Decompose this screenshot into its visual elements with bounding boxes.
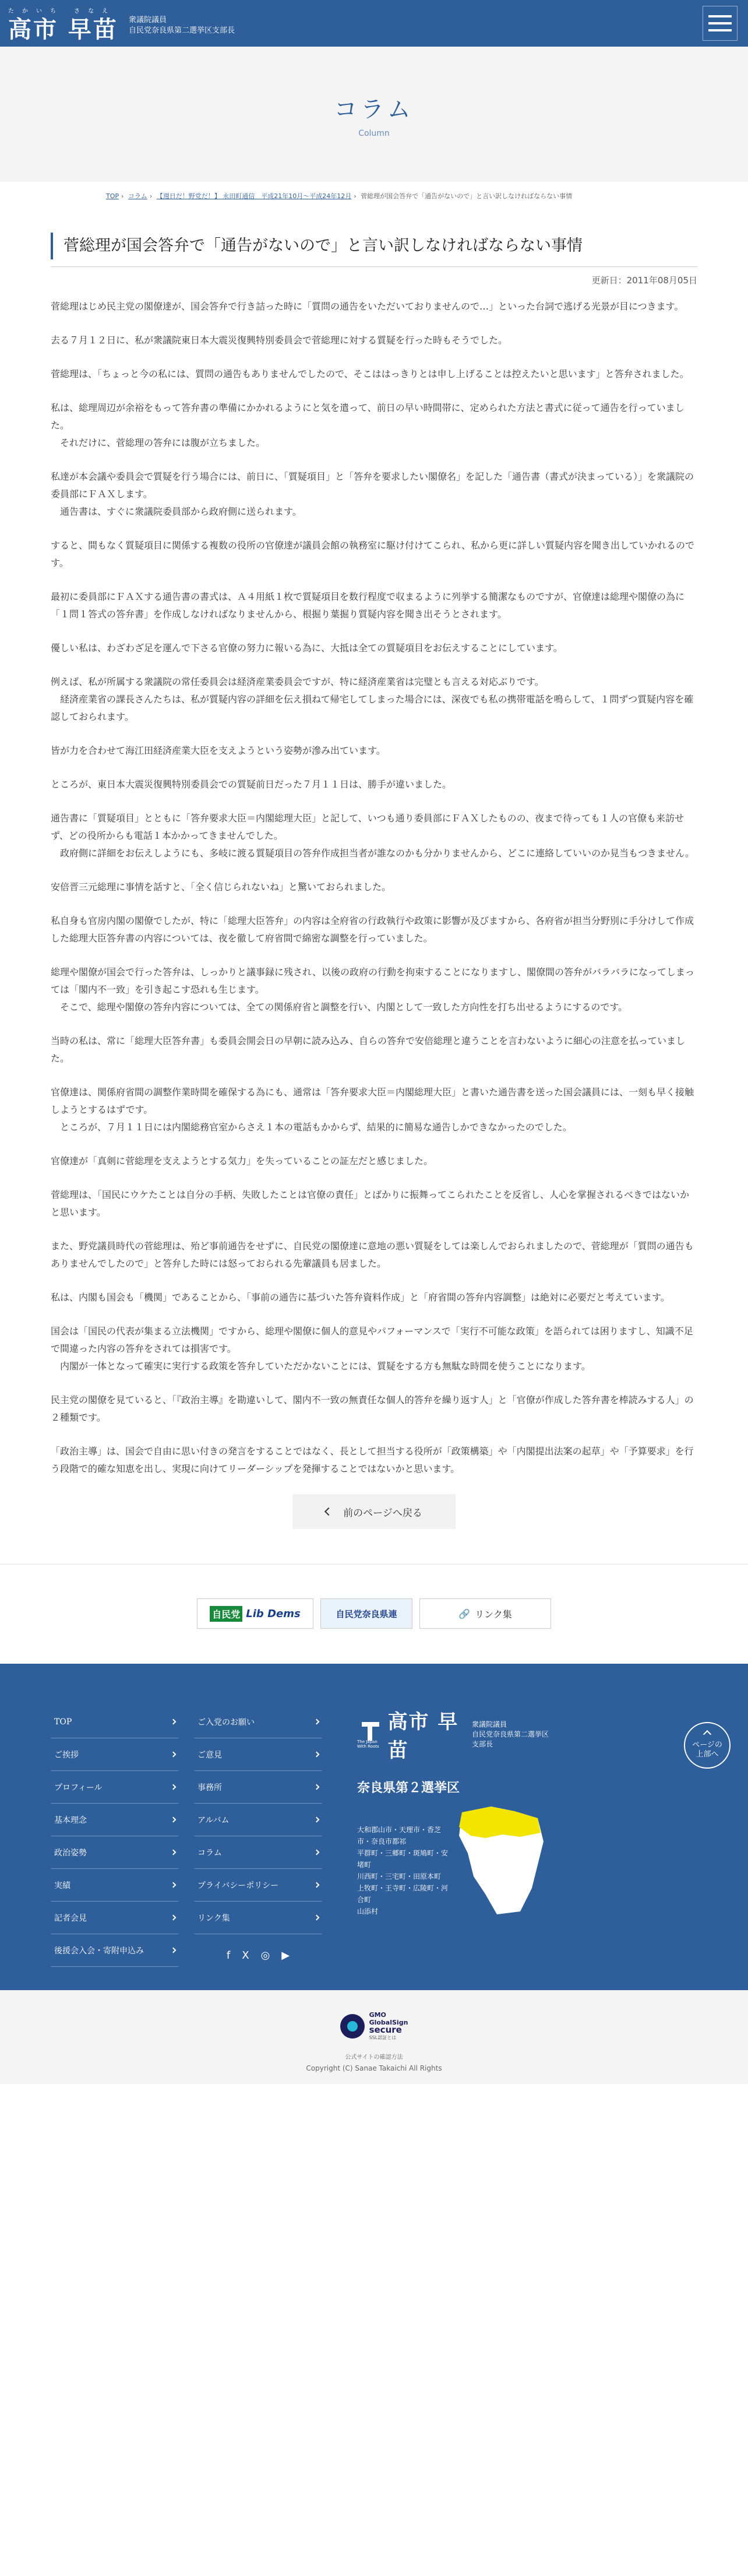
- footer-nav-label: プライバシーポリシー: [197, 1881, 279, 1890]
- article-paragraph: 最初に委員部にＦＡＸする通告書の書式は、Ａ４用紙１枚で質疑項目を数行程度で収まるように列挙する簡潔なものですが、官僚達は総理や閣僚の為に「１問１答式の答弁書」を作成しなければなりませんから、根掘り葉掘り質疑内容を聞き出そうとされます。: [51, 591, 685, 620]
- article-title: 菅総理が国会答弁で「通告がないので」と言い訳しなければならない事情: [51, 233, 697, 259]
- breadcrumb-top[interactable]: TOP: [106, 192, 119, 200]
- footer-info: [357, 1706, 555, 1967]
- chevron-right-icon: [171, 1817, 177, 1823]
- breadcrumb-current: 菅総理が国会答弁で「通告がないので」と言い訳しなければならない事情: [361, 192, 573, 200]
- links-banner[interactable]: [419, 1598, 551, 1629]
- article-paragraph: すると、間もなく質疑項目に関係する複数の役所の官僚達が議員会館の執務室に駆け付けてこられ、私から更に詳しい質疑内容を聞き出していかれるのです。: [51, 540, 694, 568]
- footer-nav-item[interactable]: [194, 1804, 322, 1836]
- chevron-right-icon: [171, 1850, 177, 1855]
- links-banner-label: リンク集: [475, 1608, 512, 1620]
- jimin-nara-banner[interactable]: 自民党奈良県連: [320, 1598, 412, 1629]
- article-paragraph: 民主党の閣僚を見ていると、「『政治主導』を勘違いして、閣内不一致の無責任な個人的答弁を繰り返す人」と「官僚が作成した答弁書を棒読みする人」の２種類です。: [51, 1394, 694, 1423]
- footer-logo[interactable]: [357, 1706, 555, 1763]
- article-paragraph: 去る７月１２日に、私が衆議院東日本大震災復興特別委員会で菅総理に対する質疑を行った時もそうでした。: [51, 335, 508, 346]
- hamburger-icon: [708, 15, 732, 17]
- article-body: [51, 298, 697, 1478]
- article-paragraph: 安倍晋三元総理に事情を話すと、「全く信じられないね」と驚いておられました。: [51, 881, 391, 892]
- certification-note: 公式サイトの確認方法: [345, 2054, 403, 2061]
- footer-nav-item[interactable]: [51, 1902, 179, 1934]
- logo-name: 高市 早苗: [8, 16, 118, 43]
- footer-sub-line-2: 自民党奈良県第二選挙区支部長: [471, 1730, 549, 1748]
- page-title-en: Column: [358, 128, 390, 138]
- site-footer: [0, 1664, 748, 1990]
- chevron-right-icon: [314, 1784, 320, 1790]
- footer-area-line: 山添村: [357, 1907, 379, 1916]
- banner-section: [0, 1564, 748, 1664]
- chevron-right-icon: [171, 1752, 177, 1758]
- footer-nav-label: 記者会見: [54, 1913, 87, 1923]
- footer-inner: [51, 1706, 697, 1967]
- chevron-right-icon: [171, 1948, 177, 1953]
- footer-nav-label: 事務所: [197, 1783, 222, 1793]
- page-title: コラム: [334, 96, 414, 123]
- back-button-label: 前のページへ戻る: [343, 1507, 422, 1519]
- article-paragraph: 私は、内閣も国会も「機関」であることから、「事前の通告に基づいた答弁資料作成」と「府省間の答弁内容調整」は絶対に必要だと考えています。: [51, 1292, 670, 1303]
- nara-district-map: [450, 1801, 549, 1917]
- footer-nav-item[interactable]: [51, 1706, 179, 1738]
- jimin-logo-text: 自民党: [210, 1606, 242, 1622]
- libdems-logo-text: Lib Dems: [246, 1607, 301, 1620]
- footer-logo-name: 高市 早苗: [387, 1710, 459, 1762]
- chevron-right-icon: [314, 1882, 320, 1888]
- article-paragraph: 私は、総理周辺が余裕をもって答弁書の準備にかかれるようにと気を遣って、前日の早い時間帯に、定められた方法と書式に従って通告を行っていました。 それだけに、菅総理の答弁には腹が立ちました。: [51, 402, 685, 448]
- chevron-right-icon: [171, 1915, 177, 1921]
- footer-nav-label: ご意見: [197, 1750, 222, 1760]
- hamburger-icon: [708, 22, 732, 24]
- logo-subtitle: [129, 15, 235, 36]
- breadcrumb-category[interactable]: 【週日だ！野党だ！】 永田町通信 平成21年10月〜平成24年12月: [156, 192, 352, 200]
- chevron-right-icon: [171, 1882, 177, 1888]
- footer-nav-label: アルバム: [197, 1815, 230, 1825]
- breadcrumb-separator: ›: [121, 192, 124, 200]
- article-paragraph: 総理や閣僚が国会で行った答弁は、しっかりと議事録に残され、以後の政府の行動を拘束することになりますし、閣僚間の答弁がバラバラになってしまっては「閣内不一致」を引き起こす恐れも生じます。 そこで、総理や閣僚の答弁内容については、全ての関係府省と調整を行い、内閣として一致した方向性を打ち出せるようにするのです。: [51, 967, 694, 1013]
- article-paragraph: また、野党議員時代の菅総理は、殆ど事前通告をせずに、自民党の閣僚達に意地の悪い質疑をしては楽しんでおられましたので、菅総理が「質問の通告もありませんでしたので」と答弁した時には怒っておられる先輩議員も居ました。: [51, 1240, 694, 1269]
- footer-nav-label: 基本理念: [54, 1815, 87, 1825]
- footer-nav-item[interactable]: [51, 1738, 179, 1771]
- chevron-right-icon: [314, 1719, 320, 1725]
- footer-logo-mark: [357, 1720, 382, 1749]
- chevron-right-icon: [314, 1850, 320, 1855]
- breadcrumb-separator: ›: [354, 192, 357, 200]
- youtube-icon[interactable]: ▶: [281, 1949, 290, 1962]
- footer-nav-label: 政治姿勢: [54, 1848, 87, 1858]
- footer-nav: [51, 1706, 322, 1967]
- jimin-libdems-banner[interactable]: [197, 1598, 313, 1629]
- page-top-label-2: 上部へ: [696, 1750, 719, 1759]
- logo-sub-line-1: 衆議院議員: [128, 16, 167, 24]
- footer-area-line: 上牧町・王寺町・広陵町・河合町: [357, 1884, 449, 1904]
- article-header: [51, 233, 697, 267]
- footer-logo-subtitle: [472, 1720, 555, 1749]
- chevron-right-icon: [314, 1817, 320, 1823]
- ssl-note: SSL認証とは: [369, 2035, 397, 2040]
- footer-nav-label: コラム: [197, 1848, 222, 1858]
- hamburger-menu-button[interactable]: [703, 6, 738, 41]
- article-paragraph: 菅総理はじめ民主党の閣僚達が、国会答弁で行き詰った時に「質問の通告をいただいておりませんので…」といった台詞で逃げる光景が目につきます。: [51, 301, 684, 312]
- article-paragraph: 官僚達が「真剣に菅総理を支えようとする気力」を失っていることの証左だと感じました。: [51, 1155, 433, 1166]
- chevron-right-icon: [314, 1915, 320, 1921]
- page-top-label-1: ページの: [692, 1741, 722, 1749]
- link-icon: 🔗: [458, 1608, 471, 1619]
- footer-sub-line-1: 衆議院議員: [471, 1720, 507, 1728]
- page-top-button[interactable]: [684, 1722, 731, 1769]
- article-date: 更新日：2011年08月05日: [591, 275, 697, 286]
- article-paragraph: 菅総理は、「ちょっと今の私には、質問の通告もありませんでしたので、そこははっきりとは申し上げることは控えたいと思います」と答弁されました。: [51, 368, 689, 379]
- footer-nav-label: リンク集: [197, 1913, 230, 1923]
- article-paragraph: 私達が本会議や委員会で質疑を行う場合には、前日に、「質疑項目」と「答弁を要求したい閣僚名」を記した「通告書（書式が決まっている）」を衆議院の委員部にＦＡＸします。 通告書は、すぐに衆議院委員部から政府側に送られます。: [51, 471, 694, 517]
- site-header: [0, 0, 748, 47]
- bottom-bar: [0, 1990, 748, 2084]
- footer-nav-item[interactable]: [194, 1738, 322, 1771]
- globalsign-text: GlobalSign: [369, 2019, 408, 2026]
- logo-sub-line-2: 自民党奈良県第二選挙区支部長: [128, 26, 235, 35]
- social-links: [194, 1934, 322, 1967]
- back-wrap: [51, 1494, 697, 1529]
- footer-district: 奈良県第２選挙区: [357, 1781, 460, 1795]
- footer-nav-label: 実績: [54, 1881, 70, 1890]
- footer-area-line: 川西町・三宅町・田原本町: [357, 1872, 442, 1881]
- footer-nav-item[interactable]: [194, 1869, 322, 1902]
- breadcrumb-separator: ›: [149, 192, 153, 200]
- article-paragraph: 通告書に「質疑項目」とともに「答弁要求大臣＝内閣総理大臣」と記して、いつも通り委員部にＦＡＸしたものの、夜まで待っても１人の官僚も来訪せず、どの役所からも電話１本かかってきませんでした。 政府側に詳細をお伝えしようにも、多岐に渡る質疑項目の答弁作成担当者が誰なのかも分かりませんから、どこに連絡していいのか見当もつきません。: [51, 813, 694, 859]
- gmo-text: GMO: [369, 2011, 386, 2019]
- footer-nav-item[interactable]: [51, 1869, 179, 1902]
- article-paragraph: 官僚達は、関係府省間の調整作業時間を確保する為にも、通常は「答弁要求大臣＝内閣総理大臣」と書いた通告書を送った国会議員には、一刻も早く接触しようとするはずです。 ところが、７月１１日には内閣総務官室からさえ１本の電話もかからず、結果的に簡易な通告しかできなかったのでした。: [51, 1087, 694, 1133]
- hamburger-icon: [708, 29, 732, 31]
- chevron-right-icon: [314, 1752, 320, 1758]
- chevron-up-icon: [703, 1730, 711, 1738]
- instagram-icon[interactable]: ◎: [260, 1949, 270, 1962]
- footer-nav-label: プロフィール: [54, 1783, 103, 1793]
- footer-nav-item[interactable]: [194, 1902, 322, 1934]
- footer-nav-item[interactable]: [194, 1706, 322, 1738]
- site-logo[interactable]: [8, 3, 235, 44]
- article-paragraph: 皆が力を合わせて海江田経済産業大臣を支えようという姿勢が滲み出ています。: [51, 745, 386, 756]
- article-paragraph: 菅総理は、「国民にウケたことは自分の手柄、失敗したことは官僚の責任」とばかりに振舞ってこられたことを反省し、人心を掌握されるべきではないかと思います。: [51, 1189, 690, 1218]
- footer-nav-label: ご挨拶: [54, 1750, 79, 1760]
- article-paragraph: ところが、東日本大震災復興特別委員会での質疑前日だった７月１１日は、勝手が違いました。: [51, 779, 452, 790]
- breadcrumb-column[interactable]: コラム: [128, 192, 147, 200]
- article-paragraph: 当時の私は、常に「総理大臣答弁書」も委員会開会日の早朝に読み込み、自らの答弁で安倍総理と違うことを言わないように細心の注意を払っていました。: [51, 1035, 685, 1064]
- copyright: Copyright (C) Sanae Takaichi All Rights: [306, 2064, 442, 2072]
- chevron-right-icon: [171, 1784, 177, 1790]
- globalsign-seal[interactable]: [340, 2011, 408, 2041]
- footer-nav-label: TOP: [54, 1717, 72, 1727]
- footer-area-line: 大和郡山市・天理市・香芝市・奈良市都祁: [357, 1826, 442, 1846]
- article: [51, 233, 697, 1529]
- article-paragraph: 例えば、私が所属する衆議院の常任委員会は経済産業委員会ですが、特に経済産業省は完璧とも言える対応ぶりです。 経済産業省の課長さんたちは、私が質疑内容の詳細を伝え損ねて帰宅してしまった場合には、深夜でも私の携帯電話を鳴らして、１問ずつ質疑内容を確認しておられます。: [51, 676, 694, 722]
- article-paragraph: 優しい私は、わざわざ足を運んで下さる官僚の努力に報いる為に、大抵は全ての質疑項目をお伝えすることにしています。: [51, 642, 563, 653]
- footer-district-row: [357, 1801, 555, 1917]
- footer-nav-item[interactable]: [51, 1934, 179, 1967]
- facebook-icon[interactable]: f: [226, 1949, 231, 1962]
- secure-text: secure: [369, 2025, 402, 2035]
- footer-nav-item[interactable]: [51, 1804, 179, 1836]
- footer-area-line: 平群町・三郷町・斑鳩町・安堵町: [357, 1849, 449, 1869]
- x-icon[interactable]: X: [242, 1949, 249, 1962]
- logo-ruby: たかいち さなえ: [8, 8, 117, 15]
- article-paragraph: 「政治主導」は、国会で自由に思い付きの発言をすることではなく、長として担当する役所が「政策構築」や「内閣提出法案の起草」や「予算要求」を行う段階で的確な知恵を出し、実現に向けてリーダーシップを発揮することではないかと思います。: [51, 1446, 694, 1474]
- footer-nav-item[interactable]: [194, 1771, 322, 1804]
- globalsign-icon: [340, 2014, 365, 2039]
- chevron-right-icon: [171, 1719, 177, 1725]
- footer-nav-item[interactable]: [51, 1771, 179, 1804]
- article-paragraph: 私自身も官房内閣の閣僚でしたが、特に「総理大臣答弁」の内容は全府省の行政執行や政策に影響が及びますから、各府省が担当分野別に手分けして作成した総理大臣答弁書の内容については、夜を徹して府省間で綿密な調整を行っていました。: [51, 915, 694, 944]
- footer-areas: [357, 1824, 450, 1917]
- footer-nav-label: 後援会入会・寄附申込み: [54, 1946, 144, 1956]
- footer-nav-item[interactable]: [194, 1836, 322, 1869]
- article-paragraph: 国会は「国民の代表が集まる立法機関」ですから、総理や閣僚に個人的意見やパフォーマンスで「実行不可能な政策」を語られては困りますし、知識不足で間違った内容の答弁をされては損害です。 内閣が一体となって確実に実行する政策を答弁していただかないことには、質疑をする方も無駄な時間を使うことになります。: [51, 1326, 693, 1372]
- page-heading: [0, 47, 748, 182]
- footer-nav-item[interactable]: [51, 1836, 179, 1869]
- back-button[interactable]: [292, 1494, 456, 1529]
- chevron-left-icon: [324, 1507, 333, 1516]
- footer-nav-label: ご入党のお願い: [197, 1717, 255, 1727]
- footer-logo-caption: The Japan With Roots: [357, 1739, 379, 1749]
- breadcrumb: [106, 191, 642, 201]
